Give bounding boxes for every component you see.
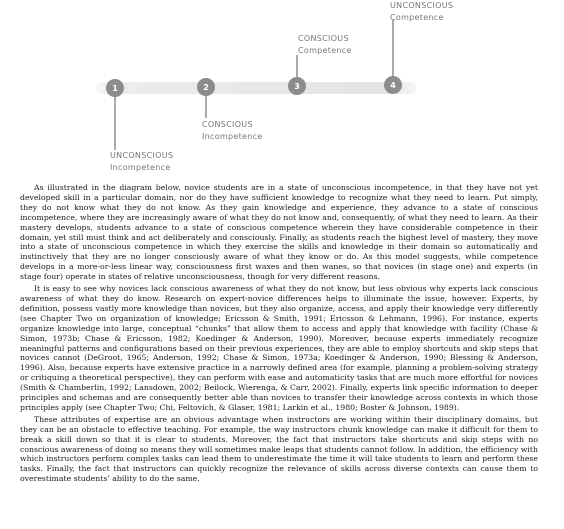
body-text [20, 183, 538, 486]
stage-1-marker [106, 79, 124, 97]
stage-2-title: CONSCIOUS [202, 120, 253, 129]
svg-text:4: 4 [390, 81, 396, 90]
stage-4-marker [384, 76, 402, 94]
svg-text:3: 3 [294, 82, 300, 91]
stage-1-subtitle: Incompetence [110, 163, 171, 172]
stage-3-label [298, 33, 352, 57]
stage-2-subtitle: Incompetence [202, 132, 263, 141]
paragraph-1: As illustrated in the diagram below, novice students are in a state of unconscious incompetence, in that they have not yet developed skill in a particular domain, nor do they have sufficient knowledge to recognize what they need to learn. Put simply, they do not know what they do not know. As they gain knowledge and experience, they advance to a state of conscious incompetence, where they are increasingly aware of what they do not know and, consequently, of what they need to learn. As their mastery develops, students advance to a state of conscious competence wherein they have considerable competence in their domain, yet still must think and act deliberately and consciously. Finally, as students reach the highest level of mastery, they move into a state of unconscious competence in which they exercise the skills and knowledge in their domain so automatically and instinctively that they are no longer consciously aware of what they know or do. As this model suggests, while competence develops in a more-or-less linear way, consciousness first waxes and then wanes, so that novices (in stage one) and experts (in stage four) operate in states of relative unconsciousness, though for very different reasons. [20, 183, 538, 282]
stage-2-marker [197, 78, 215, 96]
paragraph-3: These attributes of expertise are an obvious advantage when instructors are working within their disciplinary domains, but they can be an obstacle to effective teaching. For example, the way instructors chunk knowledge can make it difficult for them to break a skill down so that it is clear to students. Moreover, the fact that instructors take shortcuts and skip steps with no conscious awareness of doing so means they will sometimes make leaps that students cannot follow. In addition, the efficiency with which instructors perform complex tasks can lead them to underestimate the time it will take students to learn and perform these tasks. Finally, the fact that instructors can quickly recognize the relevance of skills across diverse contexts can cause them to overestimate students’ ability to do the same. [20, 414, 538, 484]
stage-2-label [202, 119, 263, 143]
competence-diagram [0, 0, 564, 180]
stage-3-subtitle: Competence [298, 46, 352, 55]
stage-1-title: UNCONSCIOUS [110, 151, 174, 160]
paragraph-2: It is easy to see why novices lack conscious awareness of what they do not know, but less obvious why experts lack conscious awareness of what they do know. Research on expert-novice differences helps to illuminate the issue, however. Experts, by definition, possess vastly more knowledge than novices, but they also organize, access, and apply their knowledge very differently (see Chapter Two on organization of knowledge; Ericsson & Smith, 1991; Ericsson & Lehmann, 1996). For instance, experts organize knowledge into large, conceptual “chunks” that allow them to access and apply that knowledge with facility (Chase & Simon, 1973b; Chase & Ericsson, 1982; Koedinger & Anderson, 1990). Moreover, because experts immediately recognize meaningful patterns and configurations based on their previous experiences, they are able to employ shortcuts and skip steps that novices cannot (DeGroot, 1965; Anderson, 1992; Chase & Simon, 1973a; Koedinger & Anderson, 1990; Blessing & Anderson, 1996). Also, because experts have extensive practice in a narrowly defined area (for example, planning a problem-solving strategy or critiquing a theoretical perspective), they can perform with ease and automaticity tasks that are much more effortful for novices (Smith & Chamberlin, 1992; Lansdown, 2002; Beilock, Wierenga, & Carr, 2002). Finally, experts link specific information to deeper principles and schemas and are consequently better able than novices to transfer their knowledge across contexts in which those principles apply (see Chapter Two; Chi, Feltovich, & Glaser, 1981; Larkin et al., 1980; Boster & Johnson, 1989). [20, 284, 538, 412]
progression-bar [96, 82, 416, 94]
stage-4-title: UNCONSCIOUS [390, 1, 454, 10]
stage-1-label [110, 150, 173, 174]
stage-3-title: CONSCIOUS [298, 34, 349, 43]
svg-text:2: 2 [203, 83, 209, 92]
stage-4-subtitle: Competence [390, 13, 444, 22]
svg-text:1: 1 [112, 84, 118, 93]
stage-3-marker [288, 77, 306, 95]
competence-stage-line [0, 0, 564, 180]
stage-4-label [390, 0, 453, 24]
